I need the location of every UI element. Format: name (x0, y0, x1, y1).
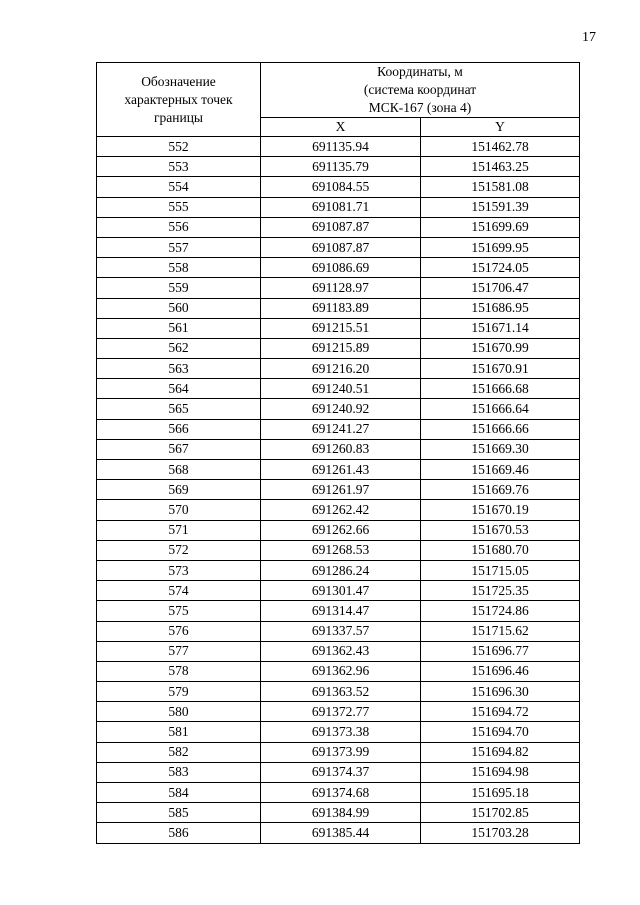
table-row (97, 803, 580, 823)
point-cell: 552 (97, 137, 261, 157)
point-cell: 577 (97, 641, 261, 661)
y-cell: 151702.85 (421, 803, 580, 823)
table-row (97, 338, 580, 358)
x-cell: 691363.52 (261, 682, 421, 702)
point-cell: 583 (97, 762, 261, 782)
y-cell: 151694.98 (421, 762, 580, 782)
point-cell: 571 (97, 520, 261, 540)
table-row (97, 318, 580, 338)
y-cell: 151670.53 (421, 520, 580, 540)
y-cell: 151669.30 (421, 439, 580, 459)
y-cell: 151666.68 (421, 379, 580, 399)
y-cell: 151724.86 (421, 601, 580, 621)
table-row (97, 157, 580, 177)
point-cell: 572 (97, 540, 261, 560)
point-cell: 562 (97, 338, 261, 358)
page-number: 17 (582, 30, 596, 45)
x-cell: 691240.51 (261, 379, 421, 399)
table-row (97, 480, 580, 500)
coordinates-table (96, 62, 580, 844)
header-coords-line: (система координат (363, 82, 477, 97)
point-cell: 560 (97, 298, 261, 318)
x-cell: 691135.94 (261, 137, 421, 157)
table-row (97, 258, 580, 278)
table-body (97, 137, 580, 844)
y-cell: 151694.82 (421, 742, 580, 762)
header-point-designation (97, 63, 261, 137)
point-cell: 576 (97, 621, 261, 641)
table-row (97, 742, 580, 762)
y-cell: 151715.05 (421, 560, 580, 580)
x-cell: 691362.43 (261, 641, 421, 661)
point-cell: 575 (97, 601, 261, 621)
x-cell: 691337.57 (261, 621, 421, 641)
point-cell: 584 (97, 783, 261, 803)
point-cell: 564 (97, 379, 261, 399)
x-cell: 691372.77 (261, 702, 421, 722)
table-row (97, 661, 580, 681)
header-x: X (261, 118, 421, 137)
point-cell: 555 (97, 197, 261, 217)
table-row (97, 641, 580, 661)
x-cell: 691215.89 (261, 338, 421, 358)
x-cell: 691286.24 (261, 560, 421, 580)
point-cell: 557 (97, 237, 261, 257)
point-cell: 554 (97, 177, 261, 197)
table-row (97, 359, 580, 379)
x-cell: 691374.37 (261, 762, 421, 782)
y-cell: 151463.25 (421, 157, 580, 177)
y-cell: 151462.78 (421, 137, 580, 157)
x-cell: 691314.47 (261, 601, 421, 621)
y-cell: 151694.72 (421, 702, 580, 722)
table-row (97, 722, 580, 742)
point-cell: 570 (97, 500, 261, 520)
x-cell: 691374.68 (261, 783, 421, 803)
x-cell: 691373.38 (261, 722, 421, 742)
table-row (97, 379, 580, 399)
point-cell: 574 (97, 581, 261, 601)
table-row (97, 439, 580, 459)
header-coordinates (261, 63, 580, 118)
point-cell: 563 (97, 359, 261, 379)
y-cell: 151706.47 (421, 278, 580, 298)
y-cell: 151670.99 (421, 338, 580, 358)
x-cell: 691241.27 (261, 419, 421, 439)
table-row (97, 823, 580, 843)
y-cell: 151696.30 (421, 682, 580, 702)
header-point-line: Обозначение (141, 73, 216, 89)
x-cell: 691183.89 (261, 298, 421, 318)
y-cell: 151686.95 (421, 298, 580, 318)
x-cell: 691260.83 (261, 439, 421, 459)
point-cell: 580 (97, 702, 261, 722)
x-cell: 691086.69 (261, 258, 421, 278)
point-cell: 566 (97, 419, 261, 439)
table-row (97, 298, 580, 318)
x-cell: 691362.96 (261, 661, 421, 681)
x-cell: 691384.99 (261, 803, 421, 823)
table-row (97, 621, 580, 641)
table-row (97, 702, 580, 722)
table-row (97, 682, 580, 702)
x-cell: 691262.42 (261, 500, 421, 520)
table-row (97, 278, 580, 298)
y-cell: 151671.14 (421, 318, 580, 338)
point-cell: 568 (97, 460, 261, 480)
table-row (97, 560, 580, 580)
y-cell: 151724.05 (421, 258, 580, 278)
point-cell: 567 (97, 439, 261, 459)
point-cell: 558 (97, 258, 261, 278)
y-cell: 151669.46 (421, 460, 580, 480)
x-cell: 691373.99 (261, 742, 421, 762)
y-cell: 151666.66 (421, 419, 580, 439)
y-cell: 151725.35 (421, 581, 580, 601)
table-row (97, 762, 580, 782)
point-cell: 553 (97, 157, 261, 177)
x-cell: 691135.79 (261, 157, 421, 177)
x-cell: 691262.66 (261, 520, 421, 540)
point-cell: 565 (97, 399, 261, 419)
table-row (97, 399, 580, 419)
table-row (97, 601, 580, 621)
y-cell: 151670.19 (421, 500, 580, 520)
header-y: Y (421, 118, 580, 137)
point-cell: 579 (97, 682, 261, 702)
table-row (97, 177, 580, 197)
y-cell: 151581.08 (421, 177, 580, 197)
point-cell: 578 (97, 661, 261, 681)
table-row (97, 500, 580, 520)
x-cell: 691087.87 (261, 237, 421, 257)
y-cell: 151591.39 (421, 197, 580, 217)
point-cell: 573 (97, 560, 261, 580)
y-cell: 151699.69 (421, 217, 580, 237)
table-row (97, 197, 580, 217)
table-row (97, 783, 580, 803)
x-cell: 691081.71 (261, 197, 421, 217)
header-point-line: границы (153, 109, 204, 125)
y-cell: 151695.18 (421, 783, 580, 803)
y-cell: 151703.28 (421, 823, 580, 843)
x-cell: 691261.43 (261, 460, 421, 480)
y-cell: 151715.62 (421, 621, 580, 641)
table-header (97, 63, 580, 137)
point-cell: 569 (97, 480, 261, 500)
y-cell: 151670.91 (421, 359, 580, 379)
y-cell: 151699.95 (421, 237, 580, 257)
x-cell: 691268.53 (261, 540, 421, 560)
table-row (97, 460, 580, 480)
point-cell: 561 (97, 318, 261, 338)
x-cell: 691087.87 (261, 217, 421, 237)
header-coords-line: Координаты, м (377, 64, 463, 79)
table-row (97, 540, 580, 560)
x-cell: 691128.97 (261, 278, 421, 298)
y-cell: 151696.46 (421, 661, 580, 681)
point-cell: 559 (97, 278, 261, 298)
x-cell: 691084.55 (261, 177, 421, 197)
x-cell: 691215.51 (261, 318, 421, 338)
table-row (97, 137, 580, 157)
point-cell: 581 (97, 722, 261, 742)
x-cell: 691240.92 (261, 399, 421, 419)
table-row (97, 581, 580, 601)
table-row (97, 419, 580, 439)
point-cell: 556 (97, 217, 261, 237)
x-cell: 691301.47 (261, 581, 421, 601)
x-cell: 691216.20 (261, 359, 421, 379)
y-cell: 151666.64 (421, 399, 580, 419)
point-cell: 586 (97, 823, 261, 843)
y-cell: 151680.70 (421, 540, 580, 560)
x-cell: 691261.97 (261, 480, 421, 500)
x-cell: 691385.44 (261, 823, 421, 843)
point-cell: 585 (97, 803, 261, 823)
table-row (97, 217, 580, 237)
header-coords-line: МСК-167 (зона 4) (368, 100, 472, 115)
header-point-line: характерных точек (124, 91, 233, 107)
table-row (97, 237, 580, 257)
y-cell: 151694.70 (421, 722, 580, 742)
point-cell: 582 (97, 742, 261, 762)
y-cell: 151669.76 (421, 480, 580, 500)
table-row (97, 520, 580, 540)
y-cell: 151696.77 (421, 641, 580, 661)
